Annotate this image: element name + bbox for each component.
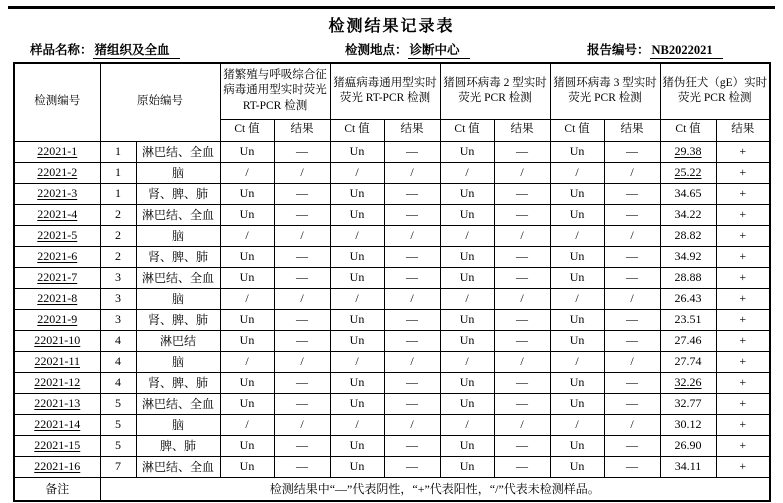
group-no-cell: 3: [100, 288, 136, 309]
result-cell: —: [274, 246, 330, 267]
result-cell: —: [494, 393, 550, 414]
result-cell: +: [716, 183, 770, 204]
ct-value-cell: 34.65: [660, 183, 716, 204]
ct-value-cell: Un: [550, 456, 604, 477]
ct-value-cell: /: [550, 162, 604, 183]
ct-value-cell: Un: [440, 435, 494, 456]
result-cell: /: [604, 162, 660, 183]
result-cell: /: [494, 225, 550, 246]
ct-value-cell: /: [550, 225, 604, 246]
ct-value-cell: Un: [440, 267, 494, 288]
group-no-cell: 7: [100, 456, 136, 477]
ct-value-cell: Un: [550, 141, 604, 162]
sample-name-field: [30, 40, 345, 58]
group-no-cell: 1: [100, 162, 136, 183]
result-cell: +: [716, 162, 770, 183]
result-cell: —: [494, 267, 550, 288]
group-no-cell: 5: [100, 414, 136, 435]
result-cell: /: [604, 351, 660, 372]
sample-name-value: 猪组织及全血: [93, 43, 180, 59]
test-no-cell: 22021-15: [14, 435, 100, 456]
ct-value-cell: Un: [330, 183, 384, 204]
sample-desc-cell: 脑: [136, 162, 220, 183]
test-location-value: 诊断中心: [408, 43, 470, 59]
result-cell: +: [716, 351, 770, 372]
ct-value-cell: Un: [440, 309, 494, 330]
ct-value-cell: Un: [220, 141, 274, 162]
table-row: [14, 225, 770, 246]
ct-value-cell: Un: [220, 183, 274, 204]
result-cell: /: [384, 225, 440, 246]
col-header-test-no: 检测编号: [14, 63, 100, 141]
col-header-result: 结果: [384, 119, 440, 141]
table-row: [14, 162, 770, 183]
ct-value-cell: 27.74: [660, 351, 716, 372]
result-cell: —: [384, 204, 440, 225]
sample-desc-cell: 肾、脾、肺: [136, 246, 220, 267]
result-cell: —: [274, 309, 330, 330]
sample-desc-cell: 肾、脾、肺: [136, 372, 220, 393]
ct-value-cell: 27.46: [660, 330, 716, 351]
result-cell: /: [494, 288, 550, 309]
result-cell: /: [274, 225, 330, 246]
ct-value-cell: Un: [330, 435, 384, 456]
document-info-line: [30, 40, 765, 58]
ct-value-cell: Un: [330, 393, 384, 414]
table-row: [14, 288, 770, 309]
group-no-cell: 2: [100, 225, 136, 246]
col-header-result: 结果: [604, 119, 660, 141]
ct-value-cell: /: [220, 225, 274, 246]
result-cell: +: [716, 225, 770, 246]
ct-value-cell: Un: [440, 456, 494, 477]
test-no-cell: 22021-13: [14, 393, 100, 414]
col-header-assay-prv-ge: 猪伪狂犬（gE）实时荧光 PCR 检测: [660, 63, 770, 119]
result-cell: /: [384, 162, 440, 183]
table-row: [14, 393, 770, 414]
ct-value-cell: Un: [220, 435, 274, 456]
col-header-original-no: 原始编号: [100, 63, 220, 141]
ct-value-cell: Un: [550, 372, 604, 393]
ct-value-cell: 28.82: [660, 225, 716, 246]
result-cell: —: [604, 435, 660, 456]
table-row: [14, 246, 770, 267]
result-cell: —: [604, 183, 660, 204]
result-cell: —: [494, 435, 550, 456]
group-no-cell: 1: [100, 141, 136, 162]
result-cell: —: [384, 330, 440, 351]
result-cell: +: [716, 246, 770, 267]
result-cell: —: [494, 183, 550, 204]
ct-value-cell: Un: [220, 309, 274, 330]
result-cell: —: [384, 372, 440, 393]
sample-desc-cell: 淋巴结、全血: [136, 393, 220, 414]
result-cell: /: [604, 288, 660, 309]
sample-name-label: 样品名称：: [30, 43, 93, 57]
table-row: [14, 414, 770, 435]
table-row: [14, 372, 770, 393]
page-title: 检测结果记录表: [328, 18, 455, 35]
result-cell: —: [494, 309, 550, 330]
col-header-ct: Ct 值: [330, 119, 384, 141]
ct-value-cell: Un: [330, 246, 384, 267]
table-row: [14, 267, 770, 288]
results-table: [13, 62, 771, 502]
result-cell: —: [604, 246, 660, 267]
result-cell: /: [384, 351, 440, 372]
result-cell: /: [494, 351, 550, 372]
result-cell: —: [274, 435, 330, 456]
ct-value-cell: Un: [220, 456, 274, 477]
group-no-cell: 1: [100, 183, 136, 204]
ct-value-cell: /: [440, 288, 494, 309]
sample-desc-cell: 脑: [136, 225, 220, 246]
test-no-cell: 22021-11: [14, 351, 100, 372]
ct-value-cell: 25.22: [660, 162, 716, 183]
ct-value-cell: Un: [220, 204, 274, 225]
group-no-cell: 4: [100, 330, 136, 351]
test-location-label: 检测地点：: [345, 43, 408, 57]
ct-value-cell: /: [220, 162, 274, 183]
group-no-cell: 4: [100, 351, 136, 372]
test-no-cell: 22021-8: [14, 288, 100, 309]
ct-value-cell: Un: [550, 330, 604, 351]
ct-value-cell: /: [330, 414, 384, 435]
ct-value-cell: Un: [330, 456, 384, 477]
result-cell: —: [384, 435, 440, 456]
result-cell: —: [384, 393, 440, 414]
result-cell: —: [604, 372, 660, 393]
sample-desc-cell: 淋巴结、全血: [136, 456, 220, 477]
result-cell: +: [716, 414, 770, 435]
sample-desc-cell: 脾、肺: [136, 435, 220, 456]
sample-desc-cell: 淋巴结、全血: [136, 204, 220, 225]
ct-value-cell: /: [440, 162, 494, 183]
table-row: [14, 309, 770, 330]
result-cell: —: [274, 456, 330, 477]
group-no-cell: 5: [100, 393, 136, 414]
result-cell: —: [494, 456, 550, 477]
table-row: [14, 204, 770, 225]
ct-value-cell: /: [440, 351, 494, 372]
ct-value-cell: Un: [440, 246, 494, 267]
ct-value-cell: /: [550, 351, 604, 372]
ct-value-cell: Un: [220, 330, 274, 351]
ct-value-cell: /: [440, 225, 494, 246]
sample-desc-cell: 淋巴结、全血: [136, 267, 220, 288]
result-cell: +: [716, 141, 770, 162]
ct-value-cell: 28.88: [660, 267, 716, 288]
ct-value-cell: /: [330, 225, 384, 246]
col-header-assay-prrsv: 猪繁殖与呼吸综合征病毒通用型实时荧光 RT-PCR 检测: [220, 63, 330, 119]
result-cell: —: [274, 141, 330, 162]
result-cell: —: [274, 183, 330, 204]
col-header-ct: Ct 值: [440, 119, 494, 141]
sample-desc-cell: 脑: [136, 288, 220, 309]
table-body: [14, 141, 770, 477]
col-header-assay-csfv: 猪瘟病毒通用型实时荧光 RT-PCR 检测: [330, 63, 440, 119]
result-cell: /: [494, 414, 550, 435]
ct-value-cell: Un: [220, 246, 274, 267]
result-cell: +: [716, 309, 770, 330]
result-cell: —: [384, 267, 440, 288]
ct-value-cell: Un: [550, 435, 604, 456]
result-cell: —: [384, 246, 440, 267]
remark-row: [14, 477, 770, 501]
sample-desc-cell: 肾、脾、肺: [136, 309, 220, 330]
ct-value-cell: /: [330, 162, 384, 183]
result-cell: /: [274, 351, 330, 372]
result-cell: +: [716, 267, 770, 288]
ct-value-cell: /: [440, 414, 494, 435]
result-cell: —: [604, 204, 660, 225]
result-cell: —: [494, 204, 550, 225]
result-cell: —: [494, 330, 550, 351]
result-cell: —: [274, 330, 330, 351]
ct-value-cell: /: [550, 414, 604, 435]
ct-value-cell: /: [330, 351, 384, 372]
table-row: [14, 330, 770, 351]
ct-value-cell: 32.77: [660, 393, 716, 414]
result-cell: /: [274, 162, 330, 183]
result-cell: —: [494, 246, 550, 267]
test-no-cell: 22021-2: [14, 162, 100, 183]
test-no-cell: 22021-6: [14, 246, 100, 267]
ct-value-cell: 26.43: [660, 288, 716, 309]
header-row-assays: [14, 63, 770, 119]
col-header-assay-pcv2: 猪圆环病毒 2 型实时荧光 PCR 检测: [440, 63, 550, 119]
ct-value-cell: Un: [330, 309, 384, 330]
test-no-cell: 22021-9: [14, 309, 100, 330]
sample-desc-cell: 脑: [136, 351, 220, 372]
ct-value-cell: Un: [220, 372, 274, 393]
group-no-cell: 2: [100, 246, 136, 267]
ct-value-cell: 32.26: [660, 372, 716, 393]
table-row: [14, 141, 770, 162]
result-cell: —: [604, 141, 660, 162]
col-header-result: 结果: [274, 119, 330, 141]
ct-value-cell: Un: [440, 204, 494, 225]
group-no-cell: 3: [100, 267, 136, 288]
ct-value-cell: 34.92: [660, 246, 716, 267]
test-no-cell: 22021-12: [14, 372, 100, 393]
group-no-cell: 4: [100, 372, 136, 393]
table-row: [14, 435, 770, 456]
ct-value-cell: 30.12: [660, 414, 716, 435]
col-header-result: 结果: [716, 119, 770, 141]
result-cell: —: [604, 393, 660, 414]
result-cell: /: [604, 414, 660, 435]
result-cell: /: [494, 162, 550, 183]
ct-value-cell: Un: [440, 141, 494, 162]
ct-value-cell: Un: [440, 393, 494, 414]
result-cell: —: [274, 393, 330, 414]
result-cell: +: [716, 456, 770, 477]
ct-value-cell: Un: [440, 372, 494, 393]
result-cell: —: [604, 309, 660, 330]
ct-value-cell: Un: [550, 183, 604, 204]
ct-value-cell: /: [550, 288, 604, 309]
result-cell: /: [604, 225, 660, 246]
table-row: [14, 183, 770, 204]
ct-value-cell: /: [220, 351, 274, 372]
result-cell: +: [716, 330, 770, 351]
ct-value-cell: Un: [330, 204, 384, 225]
ct-value-cell: Un: [550, 309, 604, 330]
test-location-field: [345, 40, 587, 58]
ct-value-cell: 26.90: [660, 435, 716, 456]
result-cell: +: [716, 435, 770, 456]
ct-value-cell: Un: [220, 267, 274, 288]
sample-desc-cell: 淋巴结: [136, 330, 220, 351]
col-header-ct: Ct 值: [220, 119, 274, 141]
result-cell: +: [716, 393, 770, 414]
col-header-assay-pcv3: 猪圆环病毒 3 型实时荧光 PCR 检测: [550, 63, 660, 119]
result-cell: /: [384, 414, 440, 435]
result-cell: —: [384, 141, 440, 162]
test-no-cell: 22021-4: [14, 204, 100, 225]
result-cell: —: [604, 456, 660, 477]
result-cell: /: [274, 288, 330, 309]
sample-desc-cell: 脑: [136, 414, 220, 435]
ct-value-cell: Un: [440, 330, 494, 351]
ct-value-cell: Un: [550, 393, 604, 414]
table-row: [14, 351, 770, 372]
test-no-cell: 22021-7: [14, 267, 100, 288]
ct-value-cell: Un: [440, 183, 494, 204]
ct-value-cell: Un: [330, 330, 384, 351]
remark-label: 备注: [14, 477, 100, 501]
ct-value-cell: Un: [220, 393, 274, 414]
ct-value-cell: 23.51: [660, 309, 716, 330]
ct-value-cell: /: [220, 414, 274, 435]
test-no-cell: 22021-5: [14, 225, 100, 246]
ct-value-cell: Un: [550, 204, 604, 225]
result-cell: —: [604, 330, 660, 351]
ct-value-cell: /: [330, 288, 384, 309]
result-cell: —: [604, 267, 660, 288]
result-cell: —: [274, 204, 330, 225]
table-row: [14, 456, 770, 477]
result-cell: —: [274, 372, 330, 393]
top-divider: [8, 6, 775, 9]
ct-value-cell: Un: [550, 246, 604, 267]
report-no-label: 报告编号：: [587, 43, 650, 57]
col-header-result: 结果: [494, 119, 550, 141]
result-cell: +: [716, 372, 770, 393]
ct-value-cell: 34.22: [660, 204, 716, 225]
col-header-ct: Ct 值: [660, 119, 716, 141]
ct-value-cell: Un: [550, 267, 604, 288]
result-cell: —: [494, 141, 550, 162]
test-no-cell: 22021-14: [14, 414, 100, 435]
result-cell: —: [384, 309, 440, 330]
result-cell: —: [274, 267, 330, 288]
result-cell: +: [716, 288, 770, 309]
group-no-cell: 2: [100, 204, 136, 225]
ct-value-cell: Un: [330, 141, 384, 162]
test-no-cell: 22021-3: [14, 183, 100, 204]
ct-value-cell: Un: [330, 372, 384, 393]
result-cell: —: [384, 183, 440, 204]
test-no-cell: 22021-16: [14, 456, 100, 477]
result-cell: —: [494, 372, 550, 393]
ct-value-cell: Un: [330, 267, 384, 288]
sample-desc-cell: 淋巴结、全血: [136, 141, 220, 162]
result-cell: —: [384, 456, 440, 477]
test-no-cell: 22021-1: [14, 141, 100, 162]
result-cell: /: [274, 414, 330, 435]
result-cell: +: [716, 204, 770, 225]
test-no-cell: 22021-10: [14, 330, 100, 351]
report-no-field: [587, 40, 723, 58]
result-cell: /: [384, 288, 440, 309]
group-no-cell: 5: [100, 435, 136, 456]
ct-value-cell: 29.38: [660, 141, 716, 162]
group-no-cell: 3: [100, 309, 136, 330]
sample-desc-cell: 肾、脾、肺: [136, 183, 220, 204]
ct-value-cell: 34.11: [660, 456, 716, 477]
report-no-value: NB2022021: [650, 43, 723, 59]
ct-value-cell: /: [220, 288, 274, 309]
col-header-ct: Ct 值: [550, 119, 604, 141]
remark-text: 检测结果中“—”代表阴性，“+”代表阳性，“/”代表未检测样品。: [100, 477, 770, 501]
